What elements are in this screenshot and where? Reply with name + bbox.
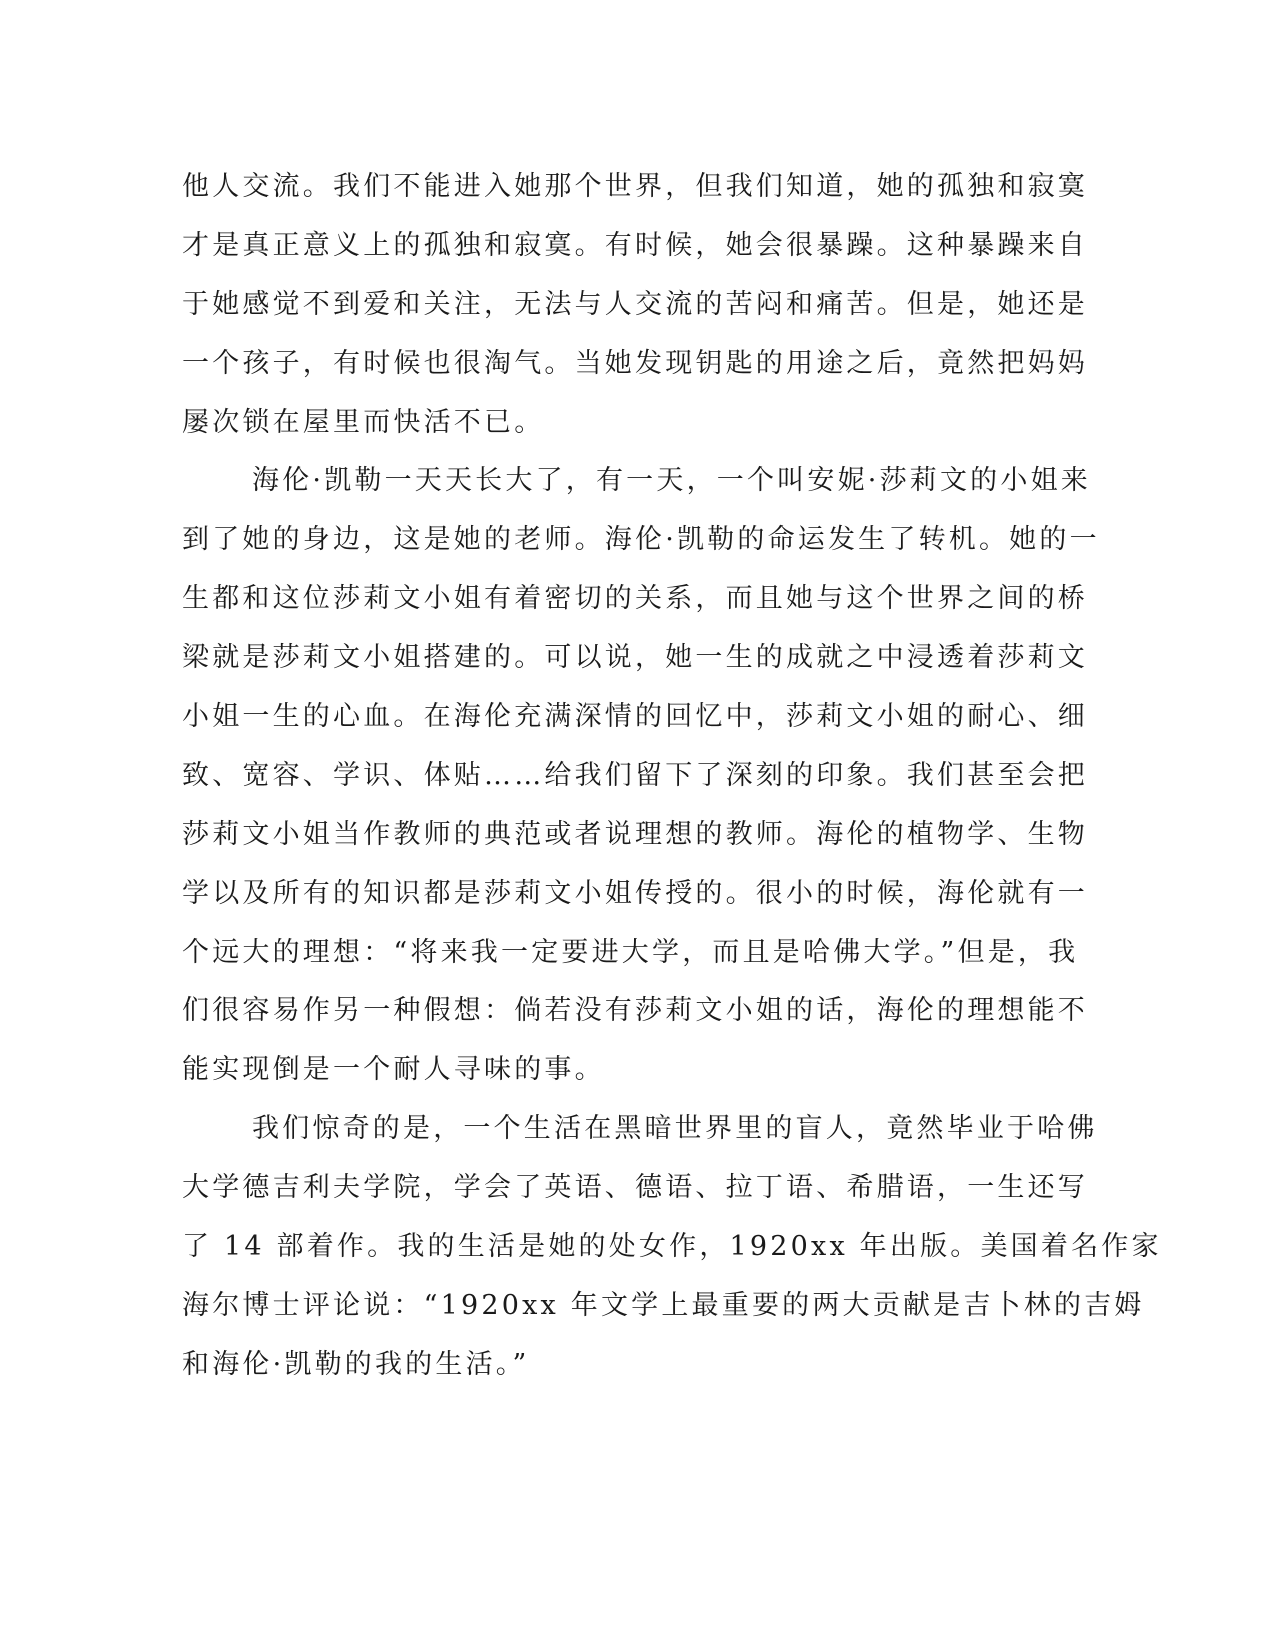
text-line: 才是真正意义上的孤独和寂寞。有时候，她会很暴躁。这种暴躁来自: [182, 229, 1088, 261]
text-line: 莎莉文小姐当作教师的典范或者说理想的教师。海伦的植物学、生物: [182, 818, 1088, 850]
text-line: 个远大的理想：“将来我一定要进大学，而且是哈佛大学。”但是，我: [182, 936, 1079, 968]
body-text: [182, 158, 1162, 1395]
paragraph-first-line: 我们惊奇的是，一个生活在黑暗世界里的盲人，竟然毕业于哈佛: [252, 1113, 1098, 1145]
text-line: 他人交流。我们不能进入她那个世界，但我们知道，她的孤独和寂寞: [182, 171, 1088, 202]
text-line: 到了她的身边，这是她的老师。海伦·凯勒的命运发生了转机。她的一: [182, 524, 1100, 556]
text-line: 大学德吉利夫学院，学会了英语、德语、拉丁语、希腊语，一生还写: [182, 1172, 1088, 1204]
text-line: 和海伦·凯勒的我的生活。”: [182, 1348, 530, 1380]
text-line: 海尔博士评论说：“1920xx 年文学上最重要的两大贡献是吉卜林的吉姆: [182, 1289, 1145, 1321]
text-line: 们很容易作另一种假想：倘若没有莎莉文小姐的话，海伦的理想能不: [182, 995, 1088, 1027]
paragraph-first-line: 海伦·凯勒一天天长大了，有一天，一个叫安妮·莎莉文的小姐来: [252, 465, 1091, 497]
text-line: 屡次锁在屋里而快活不已。: [182, 406, 545, 438]
text-line: 一个孩子，有时候也很淘气。当她发现钥匙的用途之后，竟然把妈妈: [182, 347, 1088, 379]
text-line: 能实现倒是一个耐人寻味的事。: [182, 1054, 605, 1086]
text-line: 梁就是莎莉文小姐搭建的。可以说，她一生的成就之中浸透着莎莉文: [182, 642, 1088, 674]
text-line: 学以及所有的知识都是莎莉文小姐传授的。很小的时候，海伦就有一: [182, 877, 1088, 909]
text-line: 生都和这位莎莉文小姐有着密切的关系，而且她与这个世界之间的桥: [182, 583, 1088, 615]
text-line: 致、宽容、学识、体贴……给我们留下了深刻的印象。我们甚至会把: [182, 759, 1088, 791]
text-line: 于她感觉不到爱和关注，无法与人交流的苦闷和痛苦。但是，她还是: [182, 288, 1088, 320]
text-line: 小姐一生的心血。在海伦充满深情的回忆中，莎莉文小姐的耐心、细: [182, 701, 1088, 733]
text-line: 了 14 部着作。我的生活是她的处女作，1920xx 年出版。美国着名作家: [182, 1231, 1162, 1263]
